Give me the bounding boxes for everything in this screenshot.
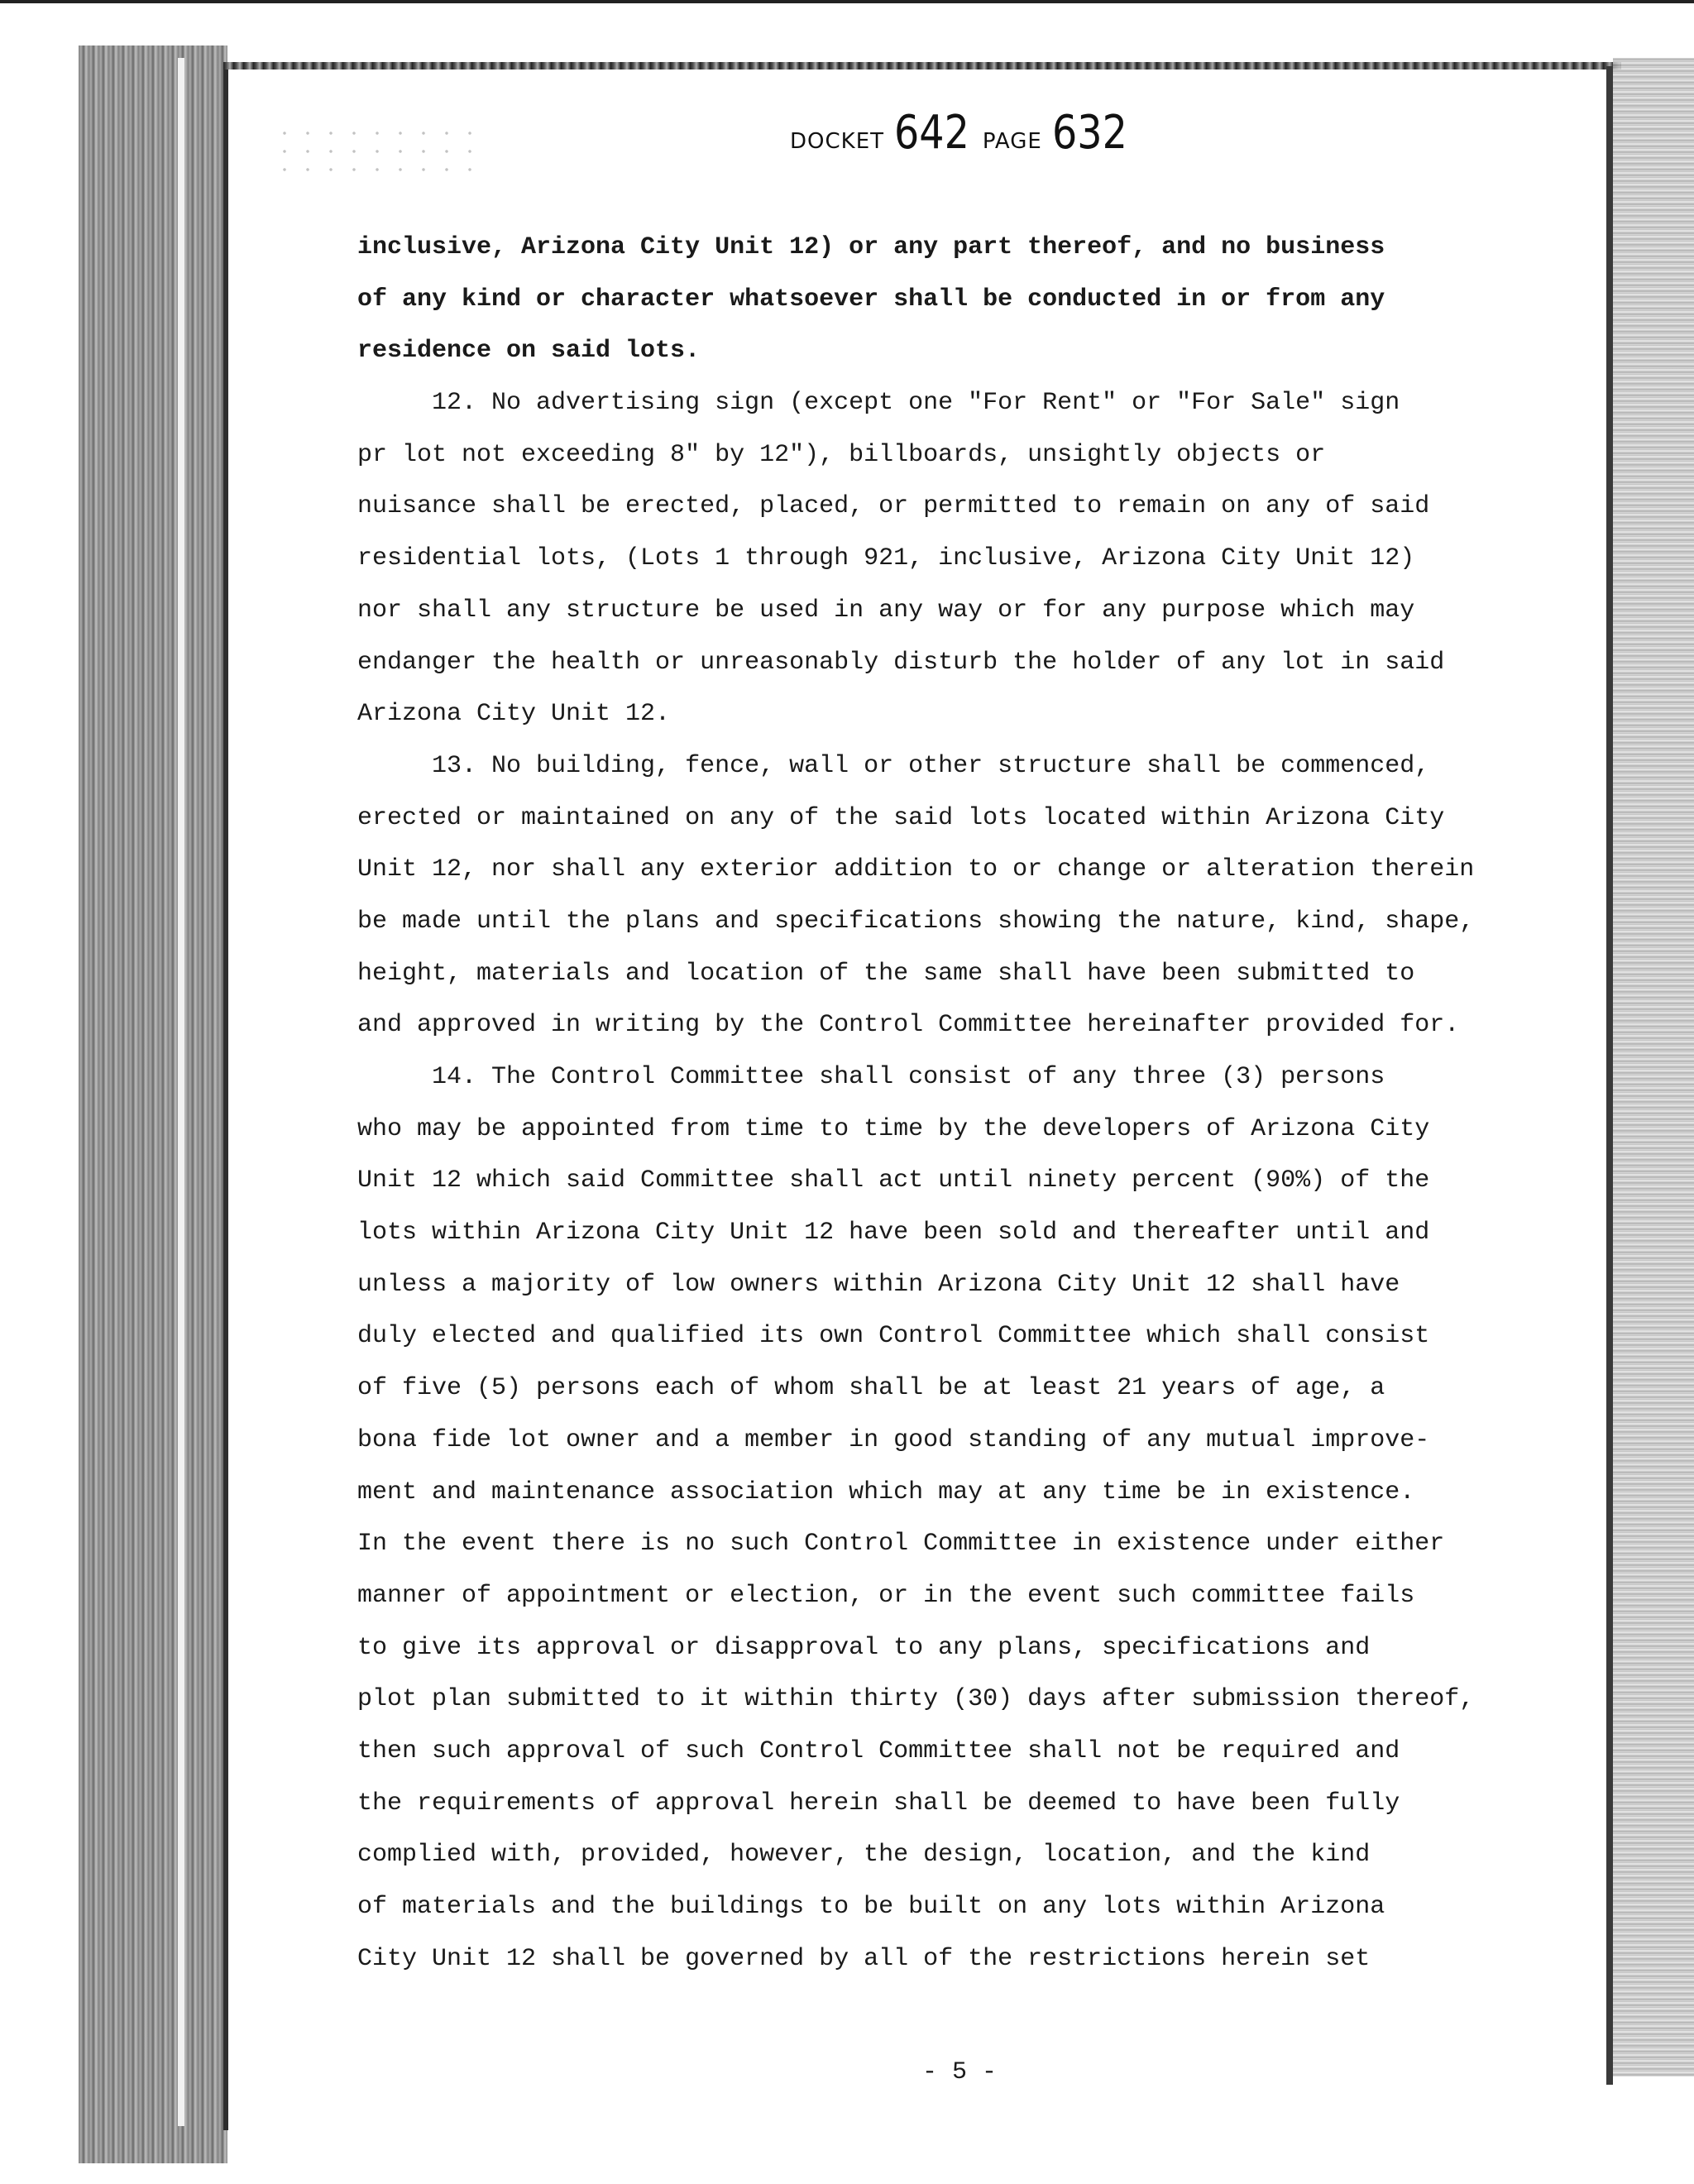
text-line: endanger the health or unreasonably disturb the holder of any lot in said: [357, 648, 1445, 677]
text-line: then such approval of such Control Committee shall not be required and: [357, 1736, 1400, 1765]
text-line: inclusive, Arizona City Unit 12) or any part thereof, and no business: [357, 233, 1385, 261]
text-line: Unit 12 which said Committee shall act until ninety percent (90%) of the: [357, 1166, 1430, 1195]
text-line: of five (5) persons each of whom shall be at least 21 years of age, a: [357, 1374, 1385, 1403]
scan-right-noise: [1613, 58, 1694, 2076]
text-line: residence on said lots.: [357, 337, 701, 366]
text-line: unless a majority of low owners within Arizona City Unit 12 shall have: [357, 1270, 1400, 1299]
scan-top-edge: [0, 0, 1694, 3]
text-line: to give its approval or disapproval to any plans, specifications and: [357, 1633, 1371, 1662]
text-line: nuisance shall be erected, placed, or permitted to remain on any of said: [357, 492, 1430, 521]
text-line: and approved in writing by the Control Committee hereinafter provided for.: [357, 1011, 1460, 1040]
text-line: City Unit 12 shall be governed by all of the restrictions herein set: [357, 1944, 1371, 1973]
text-line: 12. No advertising sign (except one "For Rent" or "For Sale" sign: [357, 389, 1400, 418]
text-line: of materials and the buildings to be built on any lots within Arizona: [357, 1893, 1385, 1921]
text-line: In the event there is no such Control Committee in existence under either: [357, 1530, 1445, 1559]
text-line: bona fide lot owner and a member in good standing of any mutual improve-: [357, 1425, 1430, 1454]
page-label: PAGE: [982, 129, 1042, 154]
text-line: 14. The Control Committee shall consist of any three (3) persons: [357, 1063, 1385, 1091]
text-line: erected or maintained on any of the said lots located within Arizona City: [357, 803, 1445, 832]
scan-right-border: [1606, 66, 1613, 2085]
docket-label: DOCKET: [790, 129, 884, 154]
text-line: plot plan submitted to it within thirty (30) days after submission thereof,: [357, 1685, 1475, 1714]
text-line: complied with, provided, however, the design, location, and the kind: [357, 1841, 1371, 1870]
text-line: nor shall any structure be used in any way or for any purpose which may: [357, 596, 1415, 625]
text-line: lots within Arizona City Unit 12 have been sold and thereafter until and: [357, 1219, 1430, 1248]
text-line: of any kind or character whatsoever shall be conducted in or from any: [357, 285, 1385, 314]
text-line: Unit 12, nor shall any exterior addition to or change or alteration therein: [357, 855, 1475, 884]
text-line: residential lots, (Lots 1 through 921, inclusive, Arizona City Unit 12): [357, 544, 1415, 573]
document-body: [357, 222, 1582, 1985]
text-line: manner of appointment or election, or in the event such committee fails: [357, 1581, 1415, 1610]
scan-left-border: [223, 62, 228, 2130]
text-line: 13. No building, fence, wall or other structure shall be commenced,: [357, 751, 1430, 780]
text-line: pr lot not exceeding 8" by 12"), billboards, unsightly objects or: [357, 440, 1326, 469]
text-line: the requirements of approval herein shall be deemed to have been fully: [357, 1789, 1400, 1818]
page-footer-number: - 5 -: [922, 2058, 998, 2086]
docket-stamp: [790, 106, 1141, 160]
scan-left-gap: [178, 58, 184, 2126]
docket-number: 642: [894, 106, 969, 160]
text-line: Arizona City Unit 12.: [357, 700, 671, 729]
text-line: be made until the plans and specifications showing the nature, kind, shape,: [357, 907, 1475, 936]
scan-left-binding-shadow: [79, 46, 227, 2163]
text-line: height, materials and location of the same shall have been submitted to: [357, 959, 1415, 988]
text-line: ment and maintenance association which may at any time be in existence.: [357, 1478, 1415, 1506]
text-line: duly elected and qualified its own Control Committee which shall consist: [357, 1322, 1430, 1351]
page-number-stamp: 632: [1051, 106, 1127, 160]
scan-speckle: [273, 124, 488, 182]
text-line: who may be appointed from time to time by the developers of Arizona City: [357, 1114, 1430, 1143]
scan-top-border: [223, 62, 1621, 69]
